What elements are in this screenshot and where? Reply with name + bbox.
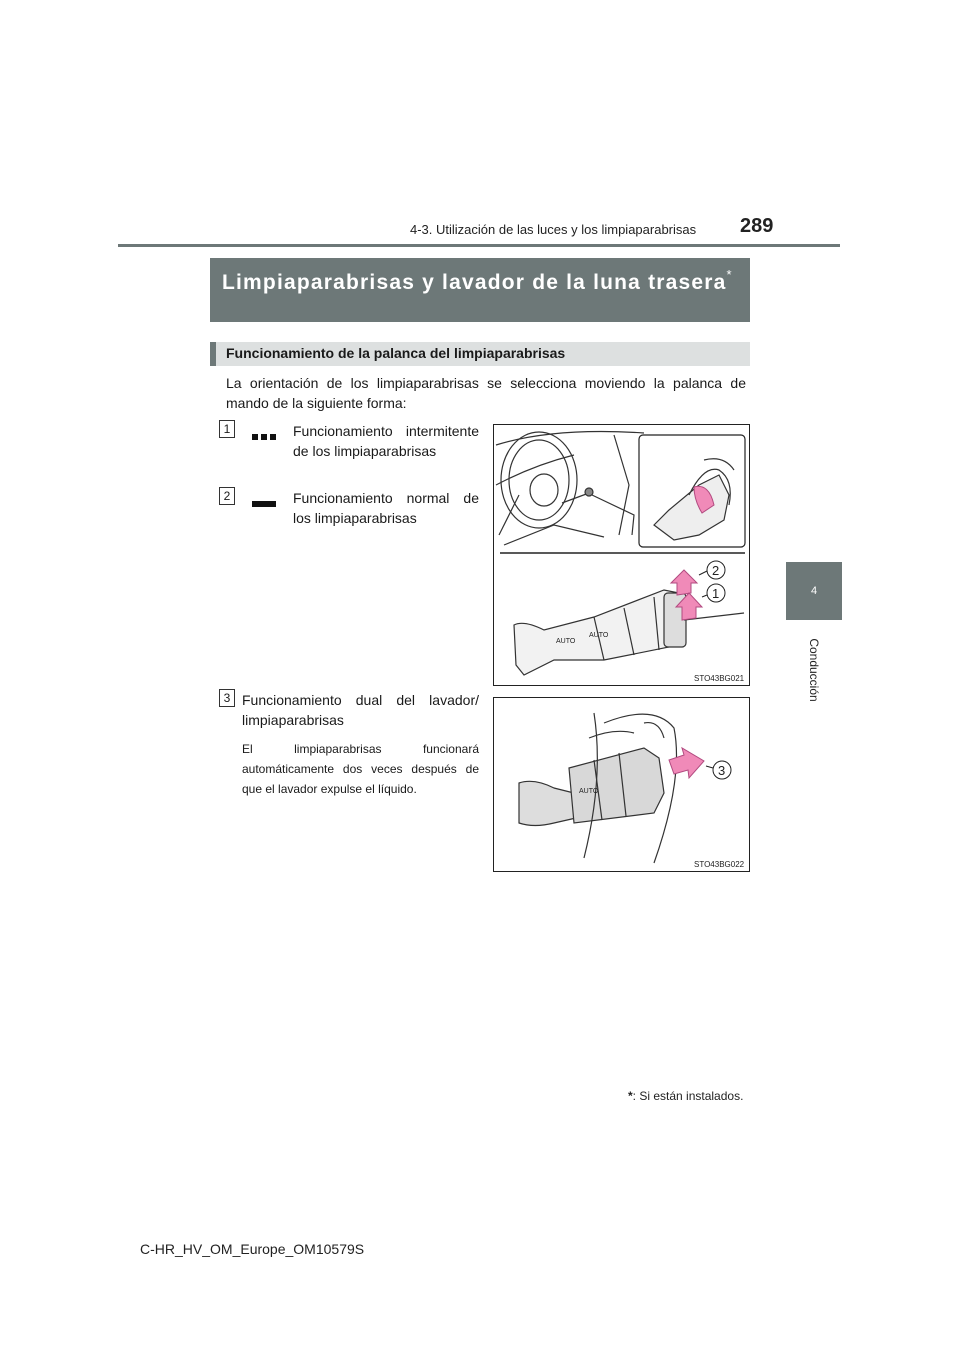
subheading-accent [210,342,216,366]
callout-3: 3 [718,763,726,778]
lever-label-2: AUTO [589,632,609,639]
item-text-1: Funcionamiento intermitente de los limpiaparabrisas [293,423,479,459]
footnote [628,1089,743,1103]
asterisk-mark: * [726,267,733,282]
page-title [210,258,745,300]
lever-illustration-2 [494,698,750,872]
item-note-3: El limpiaparabrisas funcionará automáticamente dos veces después de que el lavador expulse el líquido. [242,742,479,796]
item-badge-3: 3 [219,689,235,707]
page-number: 289 [740,215,774,237]
figure-wiper-lever-overview [493,424,750,686]
item-text-2: Funcionamiento normal de los limpiaparabrisas [293,490,479,526]
page-title-banner [210,258,750,322]
item-text-3: Funcionamiento dual del lavador/ limpiaparabrisas [242,692,479,728]
intermittent-wiper-icon [252,427,276,445]
subheading-bar [210,342,750,366]
header-rule [118,244,840,247]
figure-washer-operation [493,697,750,872]
figure-code-2: STO43BG022 [694,860,745,869]
figure-code-1: STO43BG021 [694,674,745,683]
lever-label-1: AUTO [556,638,576,645]
asterisk-icon: * [628,1089,633,1103]
lever-label-3: AUTO [579,788,599,795]
item-badge-2: 2 [219,487,235,505]
subheading-text: Funcionamiento de la palanca del limpiaparabrisas [226,345,566,361]
footnote-text: : Si están instalados. [632,1089,744,1103]
normal-wiper-icon [252,494,276,512]
intro-paragraph: La orientación de los limpiaparabrisas se selecciona moviendo la palanca de mando de la siguiente forma: [226,375,746,411]
callout-2: 2 [712,563,720,578]
chapter-label: Conducción [807,638,821,702]
chapter-number: 4 [810,585,818,597]
section-title: 4-3. Utilización de las luces y los limpiaparabrisas [410,222,697,237]
page-title-text: Limpiaparabrisas y lavador de la luna trasera [222,271,727,294]
document-id: C-HR_HV_OM_Europe_OM10579S [140,1241,365,1257]
lever-illustration-1 [494,425,750,686]
chapter-tab[interactable] [786,562,842,620]
callout-1: 1 [712,586,720,601]
item-badge-1: 1 [219,420,235,438]
